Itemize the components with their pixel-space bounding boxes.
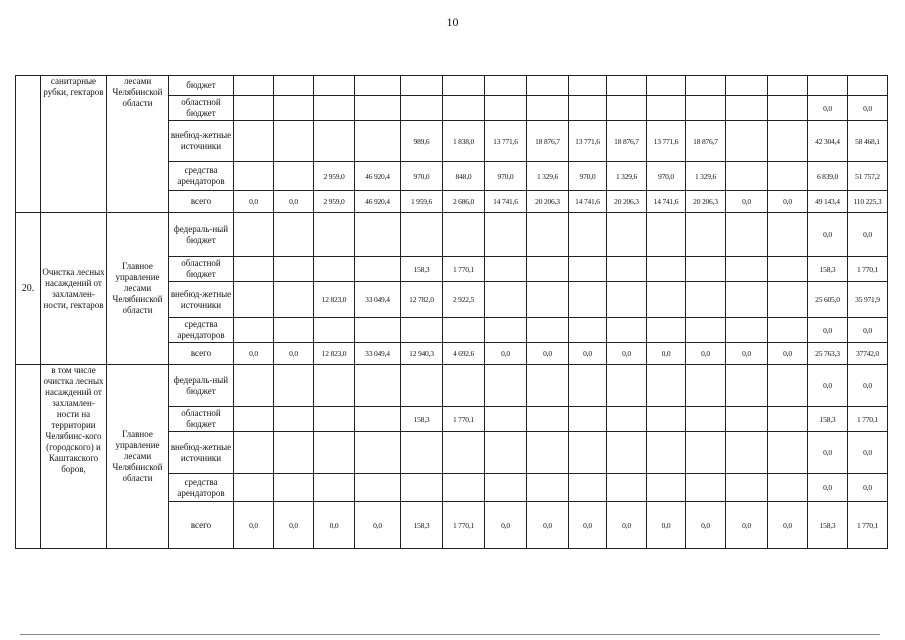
amount-cell [686,257,726,282]
amount-cell: 46 920,4 [355,191,401,213]
amount-cell [726,365,768,407]
amount-cell [314,96,355,121]
amount-cell [401,318,443,343]
amount-cell [569,282,607,318]
amount-cell: 0,0 [234,502,274,549]
amount-cell: 1 770,1 [443,407,485,432]
amount-cell [607,257,647,282]
amount-cell: 0,0 [808,96,848,121]
amount-cell: 0,0 [607,343,647,365]
amount-cell: 1 770,1 [848,502,888,549]
amount-cell [726,318,768,343]
amount-cell: 35 971,9 [848,282,888,318]
amount-cell: 12 823,0 [314,343,355,365]
amount-cell: 0,0 [569,343,607,365]
amount-cell: 25 763,3 [808,343,848,365]
amount-cell: 18 876,7 [686,121,726,162]
amount-cell [686,365,726,407]
amount-cell [274,162,314,191]
amount-cell: 0,0 [686,343,726,365]
amount-cell [443,213,485,257]
amount-cell [607,365,647,407]
amount-cell: 51 757,2 [848,162,888,191]
amount-cell [527,96,569,121]
amount-cell [647,474,686,502]
amount-cell [808,76,848,96]
amount-cell [401,432,443,474]
amount-cell: 158,3 [808,502,848,549]
amount-cell [234,432,274,474]
amount-cell: 158,3 [401,257,443,282]
amount-cell [726,76,768,96]
amount-cell [647,213,686,257]
amount-cell [647,282,686,318]
amount-cell: 0,0 [768,343,808,365]
amount-cell: 2 959,0 [314,191,355,213]
amount-cell [686,213,726,257]
amount-cell: 0,0 [485,343,527,365]
amount-cell: 0,0 [808,365,848,407]
executor: лесами Челябинской области [107,76,169,213]
amount-cell [314,432,355,474]
amount-cell [569,407,607,432]
amount-cell: 970,0 [647,162,686,191]
amount-cell [485,96,527,121]
amount-cell [527,213,569,257]
bottom-rule [20,634,880,635]
amount-cell [485,318,527,343]
amount-cell [726,213,768,257]
amount-cell: 1 329,6 [527,162,569,191]
amount-cell [726,432,768,474]
amount-cell: 42 304,4 [808,121,848,162]
amount-cell [234,318,274,343]
amount-cell: 1 770,1 [848,257,888,282]
measure-name: Очистка лесных насаждений от захламлен-ности, гектаров [41,213,107,365]
amount-cell: 58 468,1 [848,121,888,162]
funding-source: средства арендаторов [169,162,234,191]
amount-cell [274,432,314,474]
amount-cell [768,407,808,432]
amount-cell [485,213,527,257]
funding-source: областной бюджет [169,96,234,121]
funding-source: федераль-ный бюджет [169,365,234,407]
amount-cell: 0,0 [848,365,888,407]
amount-cell: 20 206,3 [686,191,726,213]
amount-cell: 0,0 [848,474,888,502]
amount-cell [314,121,355,162]
amount-cell [647,318,686,343]
amount-cell [355,76,401,96]
amount-cell: 1 959,6 [401,191,443,213]
amount-cell: 2 959,0 [314,162,355,191]
amount-cell [726,121,768,162]
amount-cell [401,213,443,257]
amount-cell: 18 876,7 [607,121,647,162]
amount-cell [686,474,726,502]
amount-cell [443,432,485,474]
amount-cell: 0,0 [607,502,647,549]
amount-cell [607,318,647,343]
amount-cell [527,257,569,282]
row-index [16,365,41,549]
amount-cell: 0,0 [848,213,888,257]
amount-cell: 0,0 [808,432,848,474]
amount-cell [768,282,808,318]
amount-cell [443,474,485,502]
executor: Главное управление лесами Челябинской области [107,365,169,549]
measure-name: санитарные рубки, гектаров [41,76,107,213]
amount-cell [686,76,726,96]
funding-source: средства арендаторов [169,318,234,343]
amount-cell: 13 771,6 [569,121,607,162]
amount-cell: 18 876,7 [527,121,569,162]
amount-cell [569,257,607,282]
amount-cell: 0,0 [848,318,888,343]
amount-cell [607,407,647,432]
amount-cell [527,76,569,96]
amount-cell [443,365,485,407]
amount-cell [314,474,355,502]
amount-cell: 12 823,0 [314,282,355,318]
amount-cell [527,318,569,343]
amount-cell [647,407,686,432]
amount-cell [314,365,355,407]
funding-source: внебюд-жетные источники [169,432,234,474]
amount-cell: 2 686,0 [443,191,485,213]
table-row [16,76,888,96]
amount-cell [569,318,607,343]
amount-cell: 4 692,6 [443,343,485,365]
amount-cell: 0,0 [527,343,569,365]
amount-cell: 37742,0 [848,343,888,365]
amount-cell [355,96,401,121]
amount-cell [274,474,314,502]
amount-cell [274,365,314,407]
amount-cell: 1 770,1 [848,407,888,432]
amount-cell: 1 838,0 [443,121,485,162]
amount-cell [607,282,647,318]
amount-cell: 12 782,0 [401,282,443,318]
amount-cell [768,76,808,96]
amount-cell [314,318,355,343]
amount-cell: 14 741,6 [647,191,686,213]
amount-cell [234,282,274,318]
amount-cell [569,96,607,121]
amount-cell [726,96,768,121]
amount-cell: 0,0 [274,502,314,549]
budget-table [15,75,888,549]
amount-cell [527,407,569,432]
amount-cell [485,282,527,318]
amount-cell [607,474,647,502]
amount-cell [314,76,355,96]
amount-cell [485,432,527,474]
amount-cell [686,318,726,343]
measure-name: в том числе очистка лесных насаждений от захламлен-ности на территории Челябинс-кого (городского) и Каштакского боров, [41,365,107,549]
amount-cell: 1 329,6 [686,162,726,191]
amount-cell [527,432,569,474]
amount-cell [443,318,485,343]
amount-cell [355,213,401,257]
amount-cell [768,213,808,257]
amount-cell [355,407,401,432]
amount-cell: 25 605,0 [808,282,848,318]
amount-cell [686,282,726,318]
amount-cell: 0,0 [234,343,274,365]
amount-cell [726,474,768,502]
amount-cell: 0,0 [726,191,768,213]
amount-cell [234,76,274,96]
amount-cell [569,365,607,407]
amount-cell: 14 741,6 [485,191,527,213]
amount-cell: 0,0 [355,502,401,549]
amount-cell [768,318,808,343]
amount-cell [355,257,401,282]
amount-cell: 0,0 [808,474,848,502]
amount-cell [314,257,355,282]
amount-cell: 0,0 [569,502,607,549]
amount-cell: 989,6 [401,121,443,162]
executor: Главное управление лесами Челябинской области [107,213,169,365]
amount-cell [355,432,401,474]
amount-cell [274,121,314,162]
amount-cell [401,96,443,121]
funding-source: внебюд-жетные источники [169,121,234,162]
amount-cell [401,76,443,96]
amount-cell: 6 839,0 [808,162,848,191]
amount-cell: 848,0 [443,162,485,191]
amount-cell: 20 206,3 [607,191,647,213]
amount-cell: 970,0 [485,162,527,191]
amount-cell [274,96,314,121]
amount-cell: 0,0 [768,502,808,549]
amount-cell: 1 770,1 [443,502,485,549]
amount-cell: 0,0 [808,213,848,257]
amount-cell [401,365,443,407]
amount-cell [527,474,569,502]
amount-cell [569,432,607,474]
amount-cell [569,213,607,257]
amount-cell: 970,0 [401,162,443,191]
row-index: 20. [16,213,41,365]
amount-cell [355,474,401,502]
amount-cell [274,257,314,282]
amount-cell [274,76,314,96]
amount-cell [485,257,527,282]
amount-cell: 12 940,3 [401,343,443,365]
amount-cell: 158,3 [401,502,443,549]
amount-cell [355,121,401,162]
amount-cell [443,76,485,96]
amount-cell: 49 143,4 [808,191,848,213]
amount-cell [485,474,527,502]
amount-cell: 0,0 [647,343,686,365]
amount-cell [485,76,527,96]
amount-cell [768,365,808,407]
amount-cell: 46 920,4 [355,162,401,191]
amount-cell: 1 329,6 [607,162,647,191]
amount-cell: 0,0 [848,96,888,121]
amount-cell [485,407,527,432]
amount-cell: 33 049,4 [355,343,401,365]
amount-cell: 20 206,3 [527,191,569,213]
funding-source: всего [169,343,234,365]
amount-cell [726,162,768,191]
amount-cell: 0,0 [726,502,768,549]
amount-cell [234,365,274,407]
amount-cell [314,213,355,257]
funding-source: средства арендаторов [169,474,234,502]
amount-cell [443,96,485,121]
amount-cell [274,213,314,257]
amount-cell: 0,0 [848,432,888,474]
amount-cell [607,96,647,121]
amount-cell [768,432,808,474]
amount-cell [848,76,888,96]
amount-cell [355,365,401,407]
amount-cell: 0,0 [726,343,768,365]
amount-cell [234,162,274,191]
amount-cell: 33 049,4 [355,282,401,318]
amount-cell [686,96,726,121]
amount-cell [768,96,808,121]
amount-cell [647,96,686,121]
amount-cell [768,121,808,162]
table-row [16,365,888,407]
amount-cell [234,407,274,432]
amount-cell [607,432,647,474]
amount-cell [234,96,274,121]
amount-cell [647,432,686,474]
amount-cell [234,121,274,162]
amount-cell [607,213,647,257]
amount-cell [401,474,443,502]
amount-cell [234,213,274,257]
amount-cell [569,474,607,502]
row-index [16,76,41,213]
amount-cell: 0,0 [274,343,314,365]
amount-cell [485,365,527,407]
amount-cell: 13 771,6 [485,121,527,162]
funding-source: областной бюджет [169,407,234,432]
amount-cell [569,76,607,96]
amount-cell [234,474,274,502]
amount-cell [527,282,569,318]
amount-cell [274,407,314,432]
funding-source: всего [169,191,234,213]
amount-cell: 970,0 [569,162,607,191]
amount-cell: 0,0 [768,191,808,213]
amount-cell: 0,0 [485,502,527,549]
amount-cell: 14 741,6 [569,191,607,213]
amount-cell [274,318,314,343]
amount-cell: 0,0 [686,502,726,549]
amount-cell [686,432,726,474]
amount-cell [726,407,768,432]
amount-cell [647,76,686,96]
amount-cell: 158,3 [808,407,848,432]
amount-cell [768,162,808,191]
amount-cell: 13 771,6 [647,121,686,162]
amount-cell [274,282,314,318]
amount-cell: 0,0 [314,502,355,549]
amount-cell [234,257,274,282]
amount-cell [726,282,768,318]
amount-cell [527,365,569,407]
funding-source: федераль-ный бюджет [169,213,234,257]
amount-cell: 158,3 [808,257,848,282]
amount-cell [726,257,768,282]
amount-cell [768,257,808,282]
amount-cell: 2 922,5 [443,282,485,318]
amount-cell: 110 225,3 [848,191,888,213]
funding-source: всего [169,502,234,549]
amount-cell: 158,3 [401,407,443,432]
funding-source: внебюд-жетные источники [169,282,234,318]
amount-cell [768,474,808,502]
funding-source: бюджет [169,76,234,96]
amount-cell [647,257,686,282]
amount-cell: 1 770,1 [443,257,485,282]
amount-cell: 0,0 [274,191,314,213]
table-row [16,213,888,257]
amount-cell: 0,0 [527,502,569,549]
amount-cell [647,365,686,407]
amount-cell [314,407,355,432]
page-number: 10 [446,15,459,29]
amount-cell [607,76,647,96]
amount-cell: 0,0 [808,318,848,343]
amount-cell: 0,0 [647,502,686,549]
funding-source: областной бюджет [169,257,234,282]
amount-cell [355,318,401,343]
amount-cell [686,407,726,432]
amount-cell: 0,0 [234,191,274,213]
